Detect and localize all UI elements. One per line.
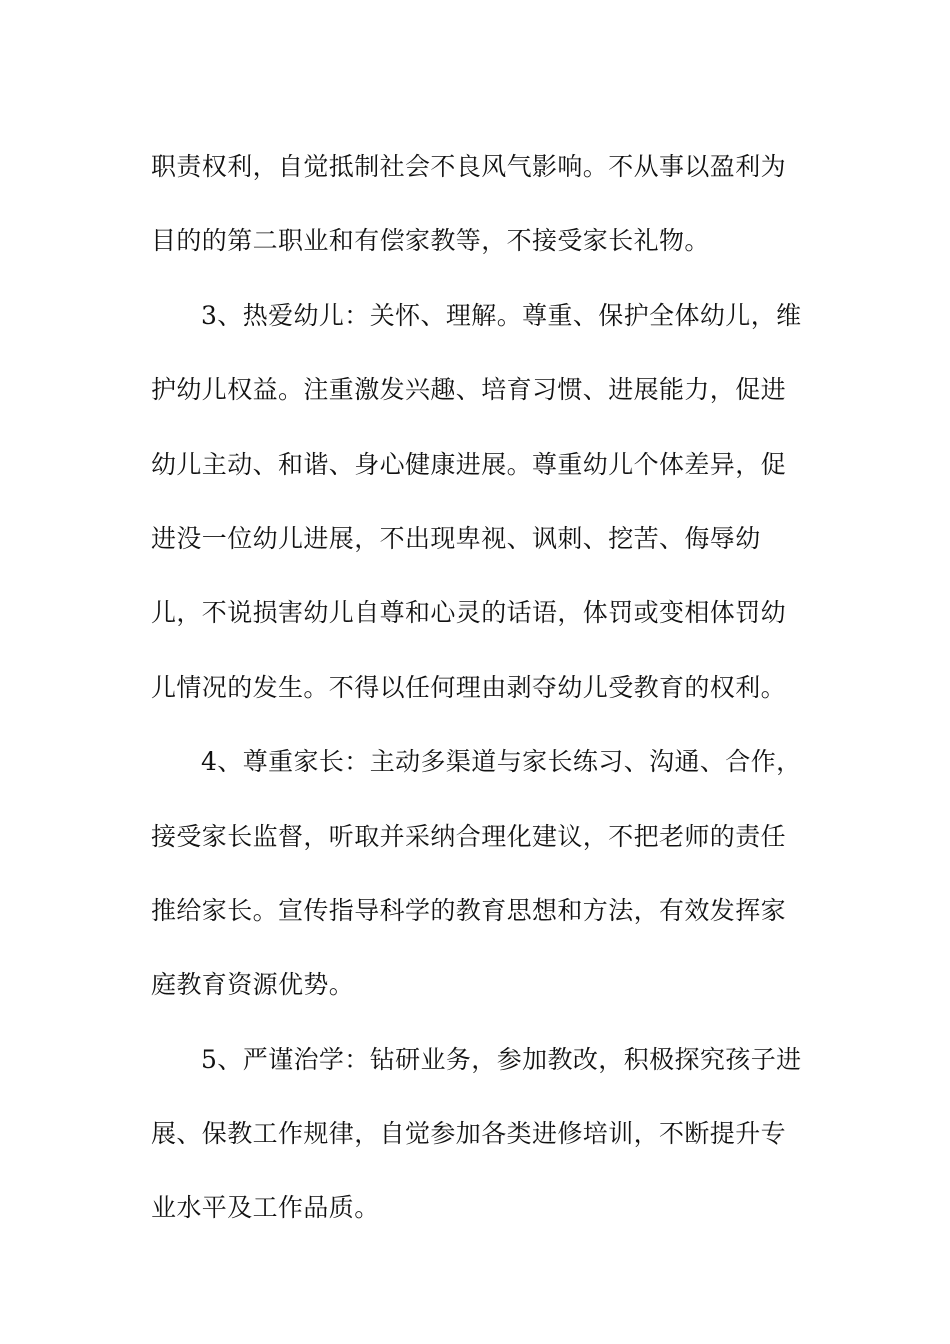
text-line: 推给家长。宣传指导科学的教育思想和方法，有效发挥家: [151, 895, 787, 925]
text-line: 护幼儿权益。注重激发兴趣、培育习惯、进展能力，促进: [151, 375, 787, 405]
text-line: 4、尊重家长：主动多渠道与家长练习、沟通、合作，: [201, 747, 802, 777]
text-line: 儿，不说损害幼儿自尊和心灵的话语，体罚或变相体罚幼: [151, 598, 787, 628]
text-line: 幼儿主动、和谐、身心健康进展。尊重幼儿个体差异，促: [151, 449, 787, 479]
text-line: 业水平及工作品质。: [151, 1193, 380, 1223]
text-line: 目的的第二职业和有偿家教等，不接受家长礼物。: [151, 226, 710, 256]
text-line: 3、热爱幼儿：关怀、理解。尊重、保护全体幼儿，维: [201, 300, 802, 330]
text-line: 接受家长监督，听取并采纳合理化建议，不把老师的责任: [151, 821, 787, 851]
text-line: 职责权利，自觉抵制社会不良风气影响。不从事以盈利为: [151, 152, 787, 181]
text-line: 儿情况的发生。不得以任何理由剥夺幼儿受教育的权利。: [151, 672, 787, 702]
text-line: 5、严谨治学：钻研业务，参加教改，积极探究孩子进: [201, 1044, 802, 1074]
text-line: 进没一位幼儿进展，不出现卑视、讽刺、挖苦、侮辱幼: [151, 523, 761, 553]
text-line: 展、保教工作规律，自觉参加各类进修培训，不断提升专: [151, 1119, 787, 1149]
text-line: 庭教育资源优势。: [151, 970, 355, 1000]
body-text: [151, 130, 811, 1246]
